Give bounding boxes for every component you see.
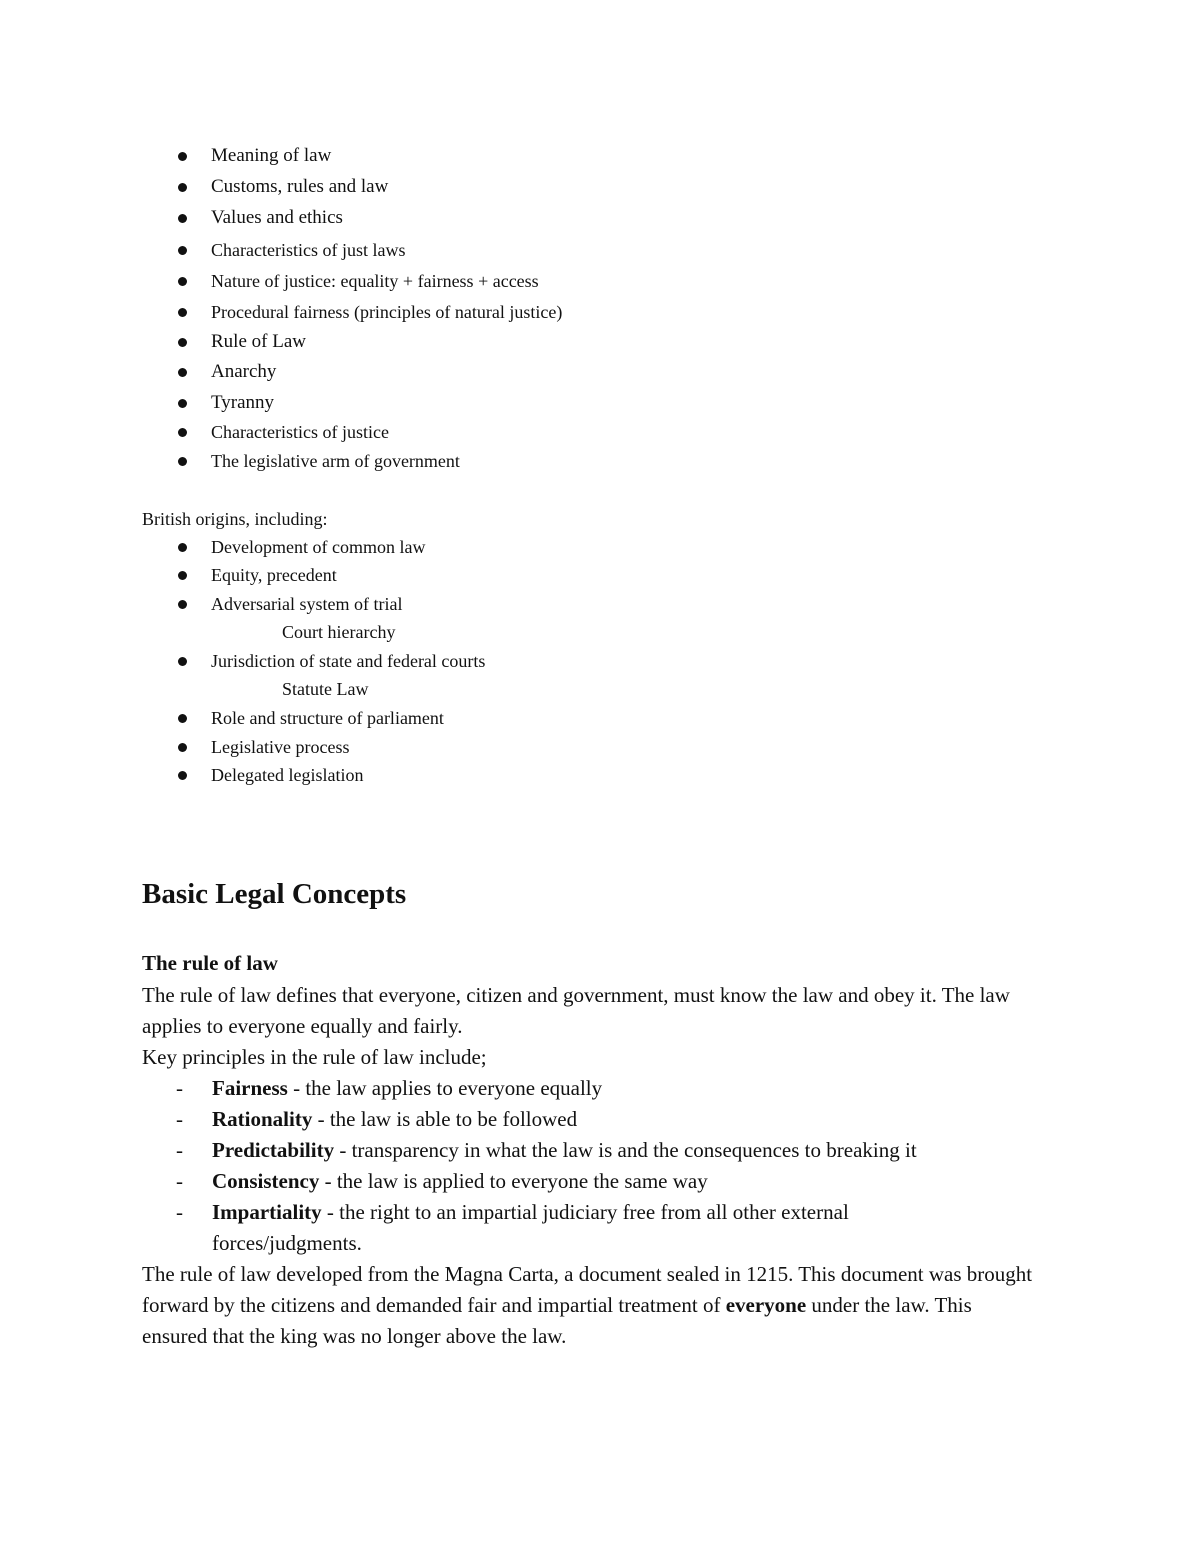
section-heading: Basic Legal Concepts (142, 878, 407, 910)
bullet-icon (178, 428, 187, 437)
key-principles-intro: Key principles in the rule of law include; (142, 1045, 487, 1069)
bullet-icon (178, 152, 187, 161)
document-page: Meaning of law Customs, rules and law Values and ethics Characteristics of just laws Nature of justice: equality + fairness + access Procedural fairness (principles of natural justice) Rule of Law Anarchy Tyranny Characteristics of justice The legislative arm of government British origins, including: Development of common law Equity, precedent Adversarial system of trial Court hierarchy Jurisdiction of state and federal courts Statute Law Role and structure of parliament Legislative process Delegated legislation Basic Legal Concepts The rule of law The rule of law defines that everyone, citizen and government, must know the law and obey it. The law applies to everyone equally and fairly. Key principles in the rule of law include; - Fairness - the law applies to everyone equally - Rationality - the law is able to be followed - Predictability - transparency in what the law is and the consequences to breaking it - Consistency - the law is applied to everyone the same way - Impartiality - the right to an impartial judiciary free from all other external forces/judgments. The rule of law developed from the Magna Carta, a document sealed in 1215. This document was brought forward by the citizens and demanded fair and impartial treatment of everyone under the law. This ensured that the king was no longer above the law. (0, 0, 1200, 1553)
bullet-icon (178, 214, 187, 223)
rule-of-law-definition: The rule of law defines that everyone, citizen and government, must know the law and obey it. The law applies to everyone equally and fairly. (142, 983, 1010, 1038)
british-origins-intro: British origins, including: (142, 509, 328, 529)
bullet-icon (178, 771, 187, 780)
bullet-icon (178, 743, 187, 752)
bullet-icon (178, 368, 187, 377)
bullet-icon (178, 399, 187, 408)
bullet-icon (178, 714, 187, 723)
bullet-icon (178, 246, 187, 255)
bullet-icon (178, 571, 187, 580)
bullet-icon (178, 308, 187, 317)
bullet-icon (178, 543, 187, 552)
bullet-icon (178, 657, 187, 666)
bullet-icon (178, 338, 187, 347)
subheading-rule-of-law: The rule of law (142, 951, 278, 975)
bullet-icon (178, 277, 187, 286)
magna-carta-paragraph: The rule of law developed from the Magna Carta, a document sealed in 1215. This document was brought forward by the citizens and demanded fair and impartial treatment of everyone under the law. This ensured that the king was no longer above the law. (142, 1262, 1033, 1348)
bullet-icon (178, 183, 187, 192)
bullet-icon (178, 457, 187, 466)
bullet-icon (178, 600, 187, 609)
